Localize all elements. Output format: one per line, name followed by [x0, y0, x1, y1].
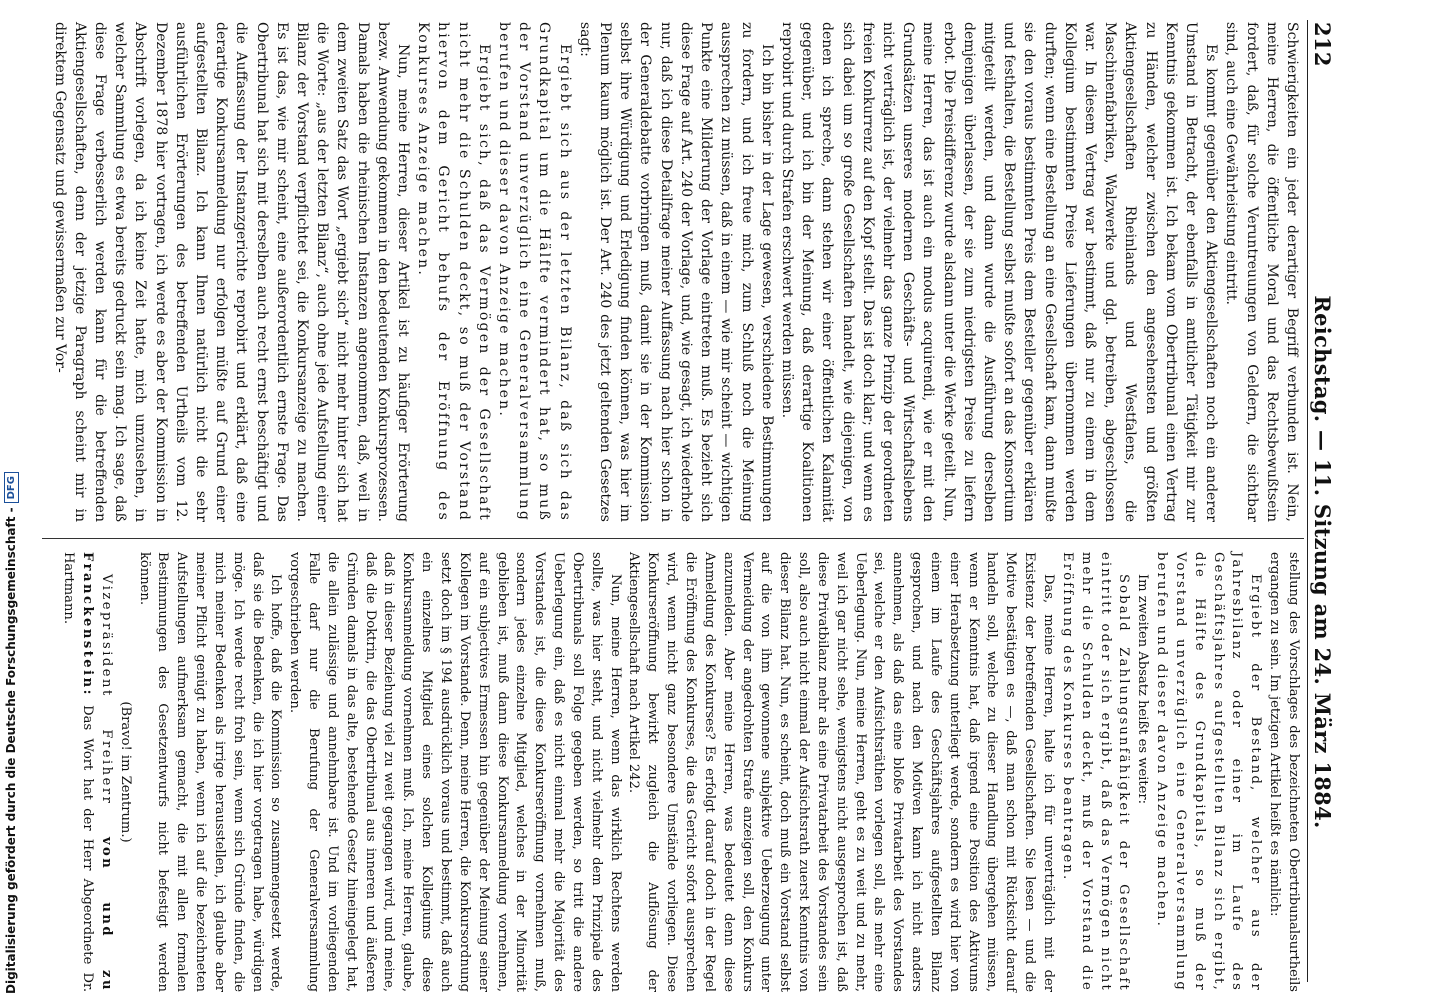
paragraph: Im zweiten Absatz heißt es weiter: [1135, 574, 1151, 805]
running-title: Reichstag. — 11. Sitzung am 24. März 1884. [1310, 295, 1335, 829]
paragraph: Das, meine Herren, halte ich für unverträglich mit der Existenz der betreffenden Gesellschaften. Sie lesen — und die Motive bestätigen es —, daß man schon mit Rücksicht darauf handeln soll, welche zu dieser Handlung übergehen müssen, wenn er Kenntnis hat, daß irgend eine Position des Aktivums einer Herabsetzung unterliegt werde, sondern es wird hier von einem im Laufe des Geschäftsjahres aufgestellten Bilanz gesprochen, und nach den Motiven kann ich nicht anders annehmen, als daß das eine bloße Privatarbeit des Vorstandes sei, welche er den Aufsichtsräthen vorlegen soll, als mehr eine Ueberlegung. Nun, meine Herren, geht es zu weit und zu mehr, weil ich gar nicht sehe, wenigstens nicht ausgesprochen ist, daß diese Privatbilanz mehr als eine Privatarbeit des Vorstandes sein soll, also auch nicht einmal der Aufsichtsrath zuerst Kenntnis von dieser Bilanz hat. Nun, es scheint, doch muß ein Vorstand selbst auf die von ihm gewonnene subjektive Ueberzeugung unter Vermeidung der angedrohten Strafe anzeigen soll, den Konkurs anzumelden. Aber meine Herren, was bedeutet denn diese Anmeldung des Konkurses? Es erfolgt darauf doch in der Regel die Eröffnung des Konkurses, die das Gericht sofort aussprechen wird, wenn nicht ganz besondere Umstände vorliegen. Diese Konkurseröffnung bewirkt zugleich die Auflösung der Aktiengesellschaft nach Artikel 242. [626, 552, 1057, 992]
paragraph: Nun, meine Herren, wenn das wirklich Rechtens werden sollte, was hier steht, und nicht vielmehr dem Prinzipale des Obertribunals soll Folge gegeben werden, so tritt die andere Ueberlegung ein, daß es nicht einmal mehr die Majorität des Vorstandes ist, die diese Konkurseröffnung vornehmen muß, sondern jedes einzelne Mitglied, welches in der Minorität geblieben ist, muß dann diese Konkursanmeldung vornehmen, auf ein subjectives Ermessen hin gegenüber der Meinung seiner Kollegen im Vorstande. Denn, meine Herren, die Konkursordnung setzt doch im § 194 ausdrücklich voraus und bestimmt, daß auch ein einzelnes Mitglied eines solchen Kollegiums diese Konkursanmeldung vornehmen muß. Ich, meine Herren, glaube, daß in dieser Beziehung viel zu weit gegangen wird, und meine, daß die Doktrin, die das Obertribunal aus inneren und äußeren Gründen damals in das alte, bestehende Gesetz hineingelegt hat, die allein zulässige und annehmbare ist. Und im vorliegenden Falle darf nur die Berufung der Generalversammlung vorgeschrieben werden. [287, 552, 623, 992]
header-rule [1307, 20, 1308, 982]
left-column [49, 22, 1302, 522]
paragraph: stellung des Vorschlages des bezeichneten Obertribunalsurtheils ergangen zu sein. Im jetzigen Artikel heißt es nämlich: [1267, 552, 1301, 992]
paragraph: Schwierigkeiten ein jeder derartiger Begriff verbunden ist. Nein, meine Herren, die öffentliche Moral und das Rechtsbewußtsein fordert, daß, für solche Veruntreuungen von Geldern, die sichtbar sind, auch eine Gewährleistung eintritt. [1223, 22, 1300, 522]
paragraph: Ich hoffe, daß die Kommission so zusammengesetzt werde, daß sie die Bedenken, die ich hier vorgetragen habe, würdigen möge. Ich werde recht froh sein, wenn sich Gründe finden, die mich meiner Bedenken als irrige herausstellen, ich glaube aber meiner Pflicht genügt zu haben, wenn ich auf die bezeichneten Aufstellungen aufmerksam gemacht, die mit allen formalen Bestimmungen des Gesetzentwurfs nicht befestigt werden können. [136, 552, 284, 992]
paragraph: Ergiebt sich, daß das Vermögen der Gesellschaft nicht mehr die Schulden deckt, so muß der Vorstand hiervon dem Gericht behufs der Eröffnung des Konkurses Anzeige machen. [415, 22, 492, 522]
paragraph: (Bravo! im Zentrum.) [117, 701, 133, 843]
page-number: 212 [1310, 22, 1335, 67]
paragraph: Ergiebt sich aus der letzten Bilanz, daß sich das Grundkapital um die Hälfte vermindert hat, so muß der Vorstand unverzüglich eine Generalversammlung berufen und dieser davon Anzeige machen. [496, 22, 573, 522]
paragraph: Ich bin bisher in der Lage gewesen, verschiedene Bestimmungen zu fordern, und ich freue mich, zum Schluß noch die Meinung aussprechen zu müssen, daß in einem — wie mir scheint — wichtigen Punkte eine Milderung der Vorlage eintreten muß. Es bezieht sich diese Frage auf Art. 240 der Vorlage, und, wie gesagt, ich wiederhole nur, daß ich diese Detailfrage meiner Auffassung nach hier schon in der Generaldebatte vorbringen muß, damit sie in der Kommission selbst ihre Würdigung und Erledigung finden können, was hier im Plenum kaum möglich ist. Der Art. 240 des jetzt geltenden Gesetzes sagt: [576, 22, 775, 522]
paragraph: Ergiebt der Bestand, welcher aus der Jahresbilanz oder einer im Laufe des Geschäftsjahres aufgestellten Bilanz sich ergibt, die Hälfte des Grundkapitals, so muß der Vorstand unverzüglich eine Generalversammlung berufen und dieser davon Anzeige machen. [1154, 552, 1264, 992]
paragraph: Es kommt gegenüber den Aktiengesellschaften noch ein anderer Umstand in Betracht, der ebenfalls in amtlicher Tätigkeit mir zur Kenntnis gekommen ist. Ich bekam vom Obertribunal einen Vertrag zu Händen, welcher zwischen den angesehensten und größten Aktiengesellschaften Rheinlands und Westfalens, die Maschinenfabriken, Walzwerke und dgl. betreiben, abgeschlossen war. In diesem Vertrag war bestimmt, daß nur zu einem in dem Kollegium bestimmten Preise Lieferungen übernommen werden durften; wenn eine Bestellung an eine Gesellschaft kam, dann mußte sie den voraus bestimmten Preis dem Besteller gegenüber erklären und festhalten, die Bestellung selbst mußte sofort an das Konsortium mitgeteilt werden, und dann wurde die Ausführung derselben demjenigen überlassen, der sie zum niedrigsten Preise zu liefern erbot. Die Preisdifferenz wurde alsdann unter die Werke geteilt. Nun, meine Herren, das ist auch ein modus acquirendi, wie er mit den Grundsätzen unseres modernen Geschäfts- und Wirtschaftslebens nicht verträglich ist, der vielmehr das ganze Prinzip der geordneten freien Konkurrenz auf den Kopf stellt. Das ist doch klar; und wenn es sich dabei um so große Gesellschaften handelt, wie diejenigen, von denen ich spreche, dann stehen wir einer öffentlichen Kalamität gegenüber, und ich bin der Meinung, daß derartige Koalitionen reprobirt und durch Strafen erschwert werden müssen. [778, 22, 1220, 522]
speaker-line [58, 552, 115, 992]
credit-text: Digitalisierung gefördert durch die Deutsche Forschungsgemeinschaft - [4, 507, 18, 994]
speaker-name: von und zu Franckenstein: [80, 552, 114, 992]
right-column [58, 552, 1302, 992]
page-header [1310, 22, 1344, 982]
dfg-logo: DFG [4, 472, 19, 503]
speaker-text: Das Wort hat der Herr Abgeordnete Dr. Hartmann. [61, 552, 95, 992]
speaker-title: Vizepräsident Freiherr [98, 574, 114, 837]
paragraph: Sobald Zahlungsunfähigkeit der Gesellschaft eintritt oder sich ergibt, daß das Vermögen nicht mehr die Schulden deckt, muß der Vorstand die Eröffnung des Konkurses beantragen. [1059, 552, 1132, 992]
column-divider [42, 538, 1304, 539]
digitization-credit [0, 0, 22, 1000]
paragraph: Nun, meine Herren, dieser Artikel ist zu häufiger Erörterung bezw. Anwendung gekommen in den bedeutenden Konkursprozessen. Damals haben die rheinischen Instanzen angenommen, daß, weil in dem zweiten Satz das Wort „ergiebt sich“ nicht mehr hinter sich hat die Worte: „aus der letzten Bilanz“, auch ohne jede Aufstellung einer Bilanz der Vorstand verpflichtet sei, die Konkursanzeige zu machen. Es ist das, wie mir scheint, eine außerordentlich ernste Frage. Das Obertribunal hat sich mit derselben auch recht ernst beschäftigt und die Auffassung der Instanzgerichte reprobirt und erklärt, daß eine derartige Konkursanmeldung nur erfolgen müßte auf Grund einer aufgestellten Bilanz. Ich kann Ihnen natürlich nicht die sehr ausführlichen Erörterungen des betreffenden Urtheils vom 12. Dezember 1878 hier vortragen, ich werde es aber der Kommission in Abschrift vorlegen, da ich keine Zeit hatte, mich umzusehen, in welcher Sammlung es etwa bereits gedruckt sein mag. Ich sage, daß diese Frage verbesserlich werden kann für die betreffenden Aktiengesellschaften, denn der jetzige Paragraph scheint mir in direktem Gegensatz und gewissermaßen zur Vor- [51, 22, 412, 522]
